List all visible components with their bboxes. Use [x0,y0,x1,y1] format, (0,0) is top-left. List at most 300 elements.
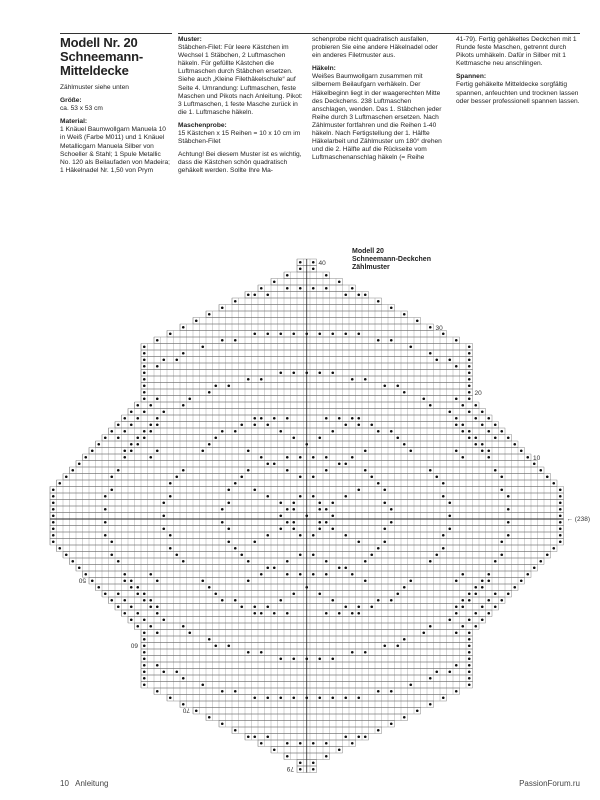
chart-filled-cell [52,527,55,530]
chart-filled-cell [377,599,380,602]
chart-filled-cell [487,417,490,420]
chart-filled-cell [468,638,471,641]
column-four [456,36,580,111]
chart-filled-cell [143,599,146,602]
chart-filled-cell [292,436,295,439]
chart-filled-cell [403,586,406,589]
chart-filled-cell [136,443,139,446]
chart-filled-cell [266,566,269,569]
chart-filled-cell [442,696,445,699]
chart-filled-cell [292,657,295,660]
pattern-reference: Zählmuster siehe unten [60,84,129,91]
chart-filled-cell [208,443,211,446]
chart-filled-cell [468,391,471,394]
chart-filled-cell [214,592,217,595]
chart-filled-cell [312,768,315,771]
chart-filled-cell [455,449,458,452]
chart-filled-cell [312,534,315,537]
chart-filled-cell [91,579,94,582]
chart-filled-cell [325,560,328,563]
chart-filled-cell [357,735,360,738]
chart-filled-cell [377,300,380,303]
chart-filled-cell [396,592,399,595]
chart-filled-cell [143,365,146,368]
chart-filled-cell [299,261,302,264]
chart-filled-cell [234,300,237,303]
chart-filled-cell [292,592,295,595]
chart-filled-cell [403,443,406,446]
chart-filled-cell [247,579,250,582]
chart-filled-cell [156,612,159,615]
chart-filled-cell [266,605,269,608]
chart-filled-cell [117,560,120,563]
chart-filled-cell [468,651,471,654]
chart-filled-cell [331,332,334,335]
chart-filled-cell [448,514,451,517]
chart-filled-cell [357,488,360,491]
chart-filled-cell [253,417,256,420]
chart-filled-cell [162,514,165,517]
chart-filled-cell [468,618,471,621]
chart-filled-cell [260,573,263,576]
chart-filled-cell [500,488,503,491]
chart-filled-cell [429,625,432,628]
chart-filled-cell [182,625,185,628]
chart-filled-cell [325,456,328,459]
chart-filled-cell [338,280,341,283]
chart-filled-cell [188,631,191,634]
chart-filled-cell [474,404,477,407]
chart-filled-cell [286,417,289,420]
chart-filled-cell [227,527,230,530]
chart-filled-cell [318,592,321,595]
chart-filled-cell [481,423,484,426]
chart-filled-cell [299,742,302,745]
chart-filled-cell [429,404,432,407]
chart-filled-cell [455,631,458,634]
chart-filled-cell [221,508,224,511]
chart-filled-cell [487,612,490,615]
chart-filled-cell [266,462,269,465]
chart-filled-cell [260,378,263,381]
chart-filled-cell [253,540,256,543]
chart-filled-cell [130,586,133,589]
row-number-lower: 70 [182,706,190,714]
chart-filled-cell [286,560,289,563]
chart-filled-cell [266,293,269,296]
chart-filled-cell [539,469,542,472]
chart-filled-cell [507,534,510,537]
chart-filled-cell [143,371,146,374]
chart-filled-cell [273,566,276,569]
chart-filled-cell [234,547,237,550]
chart-filled-cell [110,599,113,602]
chart-filled-cell [253,696,256,699]
chart-filled-cell [247,651,250,654]
chart-filled-cell [351,742,354,745]
chart-filled-cell [52,508,55,511]
chart-filled-cell [331,371,334,374]
chart-filled-cell [442,482,445,485]
chart-filled-cell [468,436,471,439]
chart-filled-cell [162,410,165,413]
chart-filled-cell [279,501,282,504]
chart-filled-cell [266,495,269,498]
chart-filled-cell [325,742,328,745]
chart-filled-cell [104,592,107,595]
chart-filled-cell [325,469,328,472]
chart-filled-cell [507,592,510,595]
chart-filled-cell [182,560,185,563]
chart-filled-cell [546,475,549,478]
chart-caption: Modell 20 Schneemann-Deckchen Zählmuster [352,248,431,271]
chart-filled-cell [396,384,399,387]
chart-filled-cell [208,716,211,719]
chart-filled-cell [357,696,360,699]
chart-filled-cell [58,482,61,485]
chart-filled-cell [292,696,295,699]
chart-filled-cell [286,274,289,277]
chart-filled-cell [279,514,282,517]
row-number-upper: 30 [435,324,443,332]
chart-filled-cell [344,462,347,465]
chart-filled-cell [468,677,471,680]
chart-filled-cell [487,573,490,576]
chart-filled-cell [364,378,367,381]
chart-filled-cell [299,287,302,290]
chart-filled-cell [279,430,282,433]
chart-filled-cell [461,456,464,459]
chart-filled-cell [266,696,269,699]
chart-filled-cell [84,573,87,576]
chart-filled-cell [325,417,328,420]
chart-filled-cell [448,618,451,621]
chart-filled-cell [214,384,217,387]
chart-filled-cell [325,755,328,758]
chart-filled-cell [52,501,55,504]
chart-filled-cell [344,735,347,738]
chart-filled-cell [123,599,126,602]
chart-filled-cell [539,560,542,563]
chart-filled-cell [396,644,399,647]
chart-filled-cell [318,696,321,699]
chart-filled-cell [312,261,315,264]
chart-filled-cell [429,352,432,355]
chart-filled-cell [286,521,289,524]
chart-filled-cell [370,605,373,608]
chart-filled-cell [253,488,256,491]
chart-filled-cell [468,397,471,400]
chart-filled-cell [110,553,113,556]
chart-filled-cell [325,521,328,524]
chart-filled-cell [130,423,133,426]
chart-filled-cell [182,703,185,706]
chart-filled-cell [377,339,380,342]
chart-filled-cell [403,716,406,719]
chart-filled-cell [175,358,178,361]
chart-filled-cell [149,625,152,628]
chart-filled-cell [156,664,159,667]
chart-filled-cell [292,371,295,374]
column-two [178,36,306,181]
row-number-lower: 50 [78,576,86,584]
chart-filled-cell [169,495,172,498]
chart-filled-cell [156,605,159,608]
chart-filled-cell [208,313,211,316]
chart-filled-cell [143,683,146,686]
chart-filled-cell [429,326,432,329]
chart-filled-cell [344,495,347,498]
chart-filled-cell [136,625,139,628]
chart-filled-cell [533,566,536,569]
chart-filled-cell [208,391,211,394]
chart-filled-cell [208,586,211,589]
chart-filled-cell [221,521,224,524]
chart-filled-cell [123,612,126,615]
chart-filled-cell [435,670,438,673]
chart-filled-cell [468,345,471,348]
chart-filled-cell [377,729,380,732]
chart-filled-cell [351,378,354,381]
chart-filled-cell [266,534,269,537]
chart-filled-cell [552,547,555,550]
chart-filled-cell [156,449,159,452]
chart-filled-cell [240,553,243,556]
chart-filled-cell [487,456,490,459]
chart-filled-cell [162,670,165,673]
chart-filled-cell [130,449,133,452]
chart-filled-cell [370,553,373,556]
chart-filled-cell [507,495,510,498]
chart-filled-cell [143,391,146,394]
chart-filled-cell [221,599,224,602]
chart-filled-cell [110,488,113,491]
chart-filled-cell [468,352,471,355]
chart-filled-cell [455,690,458,693]
chart-filled-cell [474,443,477,446]
chart-filled-cell [312,267,315,270]
chart-filled-cell [331,657,334,660]
chart-filled-cell [500,599,503,602]
chart-filled-cell [526,456,529,459]
chart-filled-cell [143,644,146,647]
chart-filled-cell [136,586,139,589]
chart-filled-cell [286,755,289,758]
chart-filled-cell [240,423,243,426]
chart-filled-cell [253,612,256,615]
chart-filled-cell [364,579,367,582]
chart-filled-cell [448,358,451,361]
chart-filled-cell [442,495,445,498]
chart-filled-cell [195,709,198,712]
chart-filled-cell [325,287,328,290]
chart-filled-cell [162,618,165,621]
chart-filled-cell [279,696,282,699]
chart-filled-cell [136,436,139,439]
chart-filled-cell [221,690,224,693]
chart-filled-cell [97,586,100,589]
chart-filled-cell [52,514,55,517]
chart-filled-cell [455,339,458,342]
chart-filled-cell [455,612,458,615]
chart-filled-cell [65,553,68,556]
chart-filled-cell [221,722,224,725]
chart-filled-cell [396,436,399,439]
chart-filled-cell [58,547,61,550]
chart-filled-cell [286,456,289,459]
chart-filled-cell [357,605,360,608]
chart-filled-cell [130,410,133,413]
chart-filled-cell [481,586,484,589]
chart-filled-cell [338,748,341,751]
column-left [60,36,172,180]
chart-filled-cell [156,423,159,426]
chart-filled-cell [286,573,289,576]
chart-filled-cell [97,443,100,446]
row-number-upper: 20 [474,389,482,397]
chart-filled-cell [331,501,334,504]
chart-filled-cell [247,449,250,452]
chart-filled-cell [461,430,464,433]
chart-filled-cell [247,293,250,296]
continuation-text: schenprobe nicht quadratisch ausfallen, probieren Sie eine andere Häkelnadel oder ein anderes Filetmuster aus. [312,36,438,60]
chart-filled-cell [104,436,107,439]
chart-filled-cell [110,430,113,433]
chart-filled-cell [552,482,555,485]
chart-filled-cell [234,729,237,732]
chart-filled-cell [227,501,230,504]
chart-filled-cell [273,748,276,751]
chart-filled-cell [461,423,464,426]
chart-filled-cell [247,735,250,738]
chart-filled-cell [338,612,341,615]
chart-filled-cell [455,579,458,582]
chart-filled-cell [52,540,55,543]
chart-filled-cell [344,293,347,296]
chart-filled-cell [299,534,302,537]
chart-filled-cell [435,553,438,556]
chart-filled-cell [104,495,107,498]
chart-filled-cell [143,631,146,634]
chart-filled-cell [390,722,393,725]
chart-filled-cell [292,501,295,504]
chart-filled-cell [481,443,484,446]
chart-filled-cell [331,527,334,530]
chart-filled-cell [455,365,458,368]
row-number-lower: 79 [286,765,294,772]
chart-filled-cell [318,527,321,530]
chart-filled-cell [331,599,334,602]
chart-filled-cell [364,651,367,654]
chart-filled-cell [390,306,393,309]
chart-filled-cell [221,339,224,342]
chart-filled-cell [325,612,328,615]
chart-filled-cell [130,605,133,608]
chart-filled-cell [403,638,406,641]
model-title: Modell Nr. 20 Schneemann-Mitteldecke [60,35,144,78]
chart-filled-cell [156,365,159,368]
chart-filled-cell [559,501,562,504]
chart-filled-cell [234,339,237,342]
title-rule-right [178,33,580,34]
chart-filled-cell [136,417,139,420]
chart-filled-cell [383,501,386,504]
chart-filled-cell [481,410,484,413]
chart-filled-cell [312,553,315,556]
chart-filled-cell [143,670,146,673]
chart-filled-cell [377,547,380,550]
chart-filled-cell [383,488,386,491]
chart-filled-cell [409,579,412,582]
chart-filled-cell [136,592,139,595]
chart-filled-cell [130,443,133,446]
chart-filled-cell [299,475,302,478]
chart-filled-cell [253,605,256,608]
chart-filled-cell [468,670,471,673]
chart-filled-cell [143,651,146,654]
chart-filled-cell [331,430,334,433]
chart-filled-cell [266,332,269,335]
chart-filled-cell [513,586,516,589]
chart-filled-cell [500,475,503,478]
chart-filled-cell [143,410,146,413]
chart-filled-cell [292,521,295,524]
chart-filled-cell [370,475,373,478]
chart-filled-cell [253,423,256,426]
chart-filled-cell [143,618,146,621]
chart-filled-cell [318,436,321,439]
chart-filled-cell [403,313,406,316]
chart-filled-cell [312,573,315,576]
chart-filled-cell [143,430,146,433]
chart-filled-cell [110,475,113,478]
chart-filled-cell [318,371,321,374]
chart-filled-cell [286,742,289,745]
chart-filled-cell [162,358,165,361]
chart-filled-cell [422,397,425,400]
chart-filled-cell [182,404,185,407]
chart-filled-cell [383,384,386,387]
chart-filled-cell [494,592,497,595]
chart-filled-cell [318,508,321,511]
chart-filled-cell [260,612,263,615]
chart-filled-cell [520,579,523,582]
chart-filled-cell [169,332,172,335]
chart-filled-cell [429,560,432,563]
title-rule-left [60,33,172,34]
chart-grid [50,259,564,773]
chart-filled-cell [201,579,204,582]
chart-filled-cell [234,482,237,485]
chart-filled-cell [448,501,451,504]
chart-filled-cell [169,534,172,537]
chart-filled-cell [299,768,302,771]
chart-filled-cell [195,319,198,322]
chart-filled-cell [474,612,477,615]
chart-filled-cell [175,475,178,478]
chart-filled-cell [52,488,55,491]
chart-filled-cell [559,508,562,511]
chart-filled-cell [279,657,282,660]
chart-filled-cell [351,417,354,420]
chart-filled-cell [156,397,159,400]
chart-filled-cell [149,605,152,608]
chart-filled-cell [448,670,451,673]
chart-filled-cell [143,345,146,348]
chart-filled-cell [448,527,451,530]
row-number-upper: 40 [318,259,326,267]
chart-filled-cell [487,599,490,602]
